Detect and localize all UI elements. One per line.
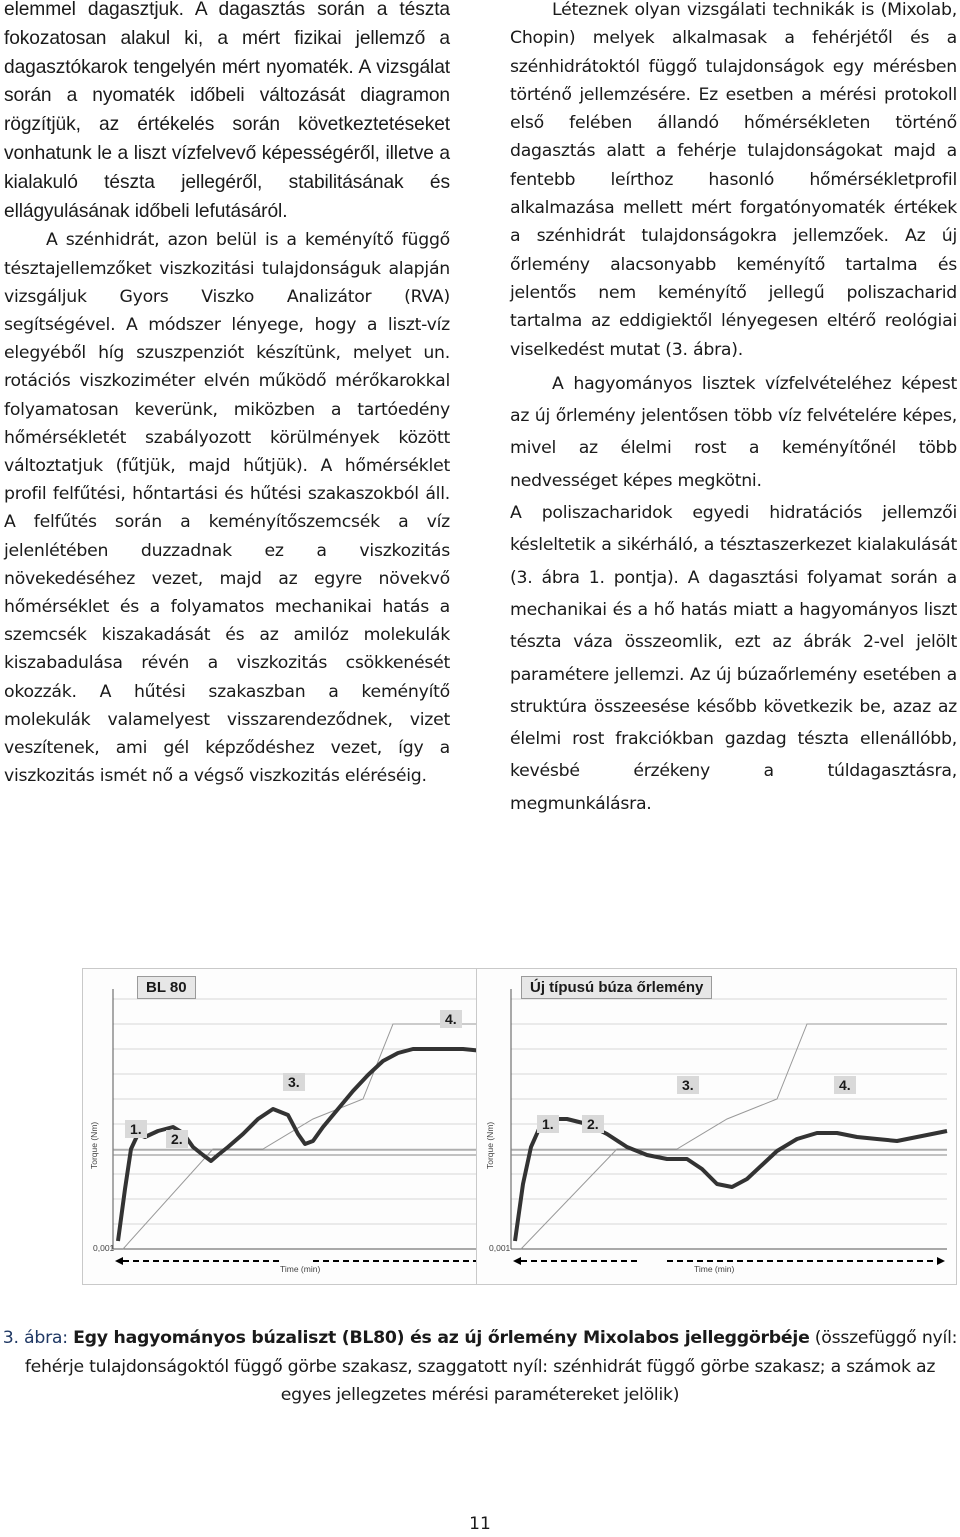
marker-4: 4.: [440, 1010, 462, 1028]
marker-2: 2.: [166, 1130, 188, 1148]
right-paragraph-3: A poliszacharidok egyedi hidratációs jellemzői késleltetik a sikérháló, a tésztaszerkezet kialakulását (3. ábra 1. pontja). A dagasztási folyamat során a mechanikai és a hő hatás miatt a hagyományos liszt tészta váza összeomlik, ezt az ábrák 2-vel jelölt paramétere jellemzi. Az új búzaőrlemény esetében a struktúra összeesése később következik be, azaz az élelmi rost frakciókban gazdag tészta ellenállóbb, kevésbé érzékeny a túldagasztásra, megmunkálásra.: [510, 503, 957, 814]
marker-3: 3.: [677, 1076, 699, 1094]
left-paragraph-2: A szénhidrát, azon belül is a keményítő függő tésztajellemzőket viszkozitási tulajdonságuk alapján vizsgáljuk Gyors Viszko Analizátor (RVA) segítségével. A módszer lényege, hogy a liszt-víz elegyéből híg szuszpenziót készítünk, melyet un. rotációs viszkoziméter elvén működő mérőkarokkal folyamatosan keverünk, miközben a tartóedény hőmérsékletét szabályozott körülmények között változtatjuk (fűtjük, majd hűtjük). A hőmérséklet profil felfűtési, hőntartási és hűtési szakaszokból áll. A felfűtés során a keményítőszemcsék a víz jelenlétében duzzadnak ez a viszkozitás növekedéséhez vezet, majd az egyre növekvő hőmérséklet és a folyamatos mechanikai hatás a szemcsék kiszakadását és az amilóz molekulák kiszabadulása révén a viszkozitás csökkenését okozzák. A hűtési szakaszban a keményítő molekulák valamelyest visszarendeződnek, vizet veszítenek, ami gél képződéshez vezet, így a viszkozitás ismét nő a végső viszkozitás eléréséig.: [4, 230, 450, 787]
x-axis-label: Time (min): [694, 1264, 735, 1274]
caption-bold: Egy hagyományos búzaliszt (BL80) és az új őrlemény Mixolabos jelleggörbéje: [73, 1328, 810, 1348]
marker-3: 3.: [283, 1073, 305, 1091]
marker-1: 1.: [537, 1115, 559, 1133]
y-axis-label: Torque (Nm): [485, 1121, 495, 1169]
y-axis-label: Torque (Nm): [89, 1121, 99, 1169]
figure-new-flour: [476, 968, 957, 1285]
y-tick-bottom: 0,001: [93, 1243, 115, 1253]
left-text-column: [4, 0, 450, 790]
y-tick-bottom: 0,001: [489, 1243, 511, 1253]
figure-title-badge: BL 80: [137, 976, 196, 999]
marker-2: 2.: [582, 1115, 604, 1133]
page-number: 11: [469, 1514, 491, 1534]
marker-1: 1.: [125, 1120, 147, 1138]
figure-title-badge: Új típusú búza őrlemény: [521, 976, 712, 999]
left-paragraph-1: elemmel dagasztjuk. A dagasztás során a tészta fokozatosan alakul ki, a mért fizikai jellemző a dagasztókarok tengelyén mért nyomaték. A vizsgálat során a nyomaték időbeli változását diagramon rögzítjük, az értékelés során következtetéseket vonhatunk le a liszt vízfelvevő képességéről, illetve a kialakuló tészta jellegéről, stabilitásának és ellágyulásának időbeli lefutásáról.: [4, 0, 450, 222]
marker-4: 4.: [834, 1076, 856, 1094]
caption-rest: (összefüggő nyíl: fehérje tulajdonságoktól függő görbe szakasz, szaggatott nyíl: szénhidrát függő görbe szakasz; a számok az egyes jellegzetes mérési paramétereket jelölik): [24, 1328, 958, 1405]
caption-prefix: 3. ábra:: [2, 1328, 74, 1348]
x-axis-label: Time (min): [280, 1264, 321, 1274]
right-paragraph-1: Léteznek olyan vizsgálati technikák is (Mixolab, Chopin) melyek alkalmasak a fehérjétől és a szénhidrátoktól függő tulajdonságok egy mérésben történő jellemzésére. Ez esetben a mérési protokoll első felében állandó hőmérsékleten történő dagasztás alatt a fehérje tulajdonságokat majd a fentebb leírthoz hasonló hőmérsékletprofil alkalmazása mellett mért forgatónyomaték értékek a szénhidrát tulajdonságokra jellemzőek. Az új őrlemény alacsonyabb keményítő tartalma és jelentős nem keményítő jellegű poliszacharid tartalma az eddigiektől lényegesen eltérő reológiai viselkedést mutat (3. ábra).: [510, 0, 957, 360]
right-text-column: [510, 0, 957, 820]
figure-bl80: [82, 968, 522, 1285]
right-paragraph-2: A hagyományos lisztek vízfelvételéhez képest az új őrlemény jelentősen több víz felvételére képes, mivel az élelmi rost a keményítőnél több nedvességet képes megkötni.: [510, 373, 957, 491]
figure-caption: [0, 1324, 960, 1410]
